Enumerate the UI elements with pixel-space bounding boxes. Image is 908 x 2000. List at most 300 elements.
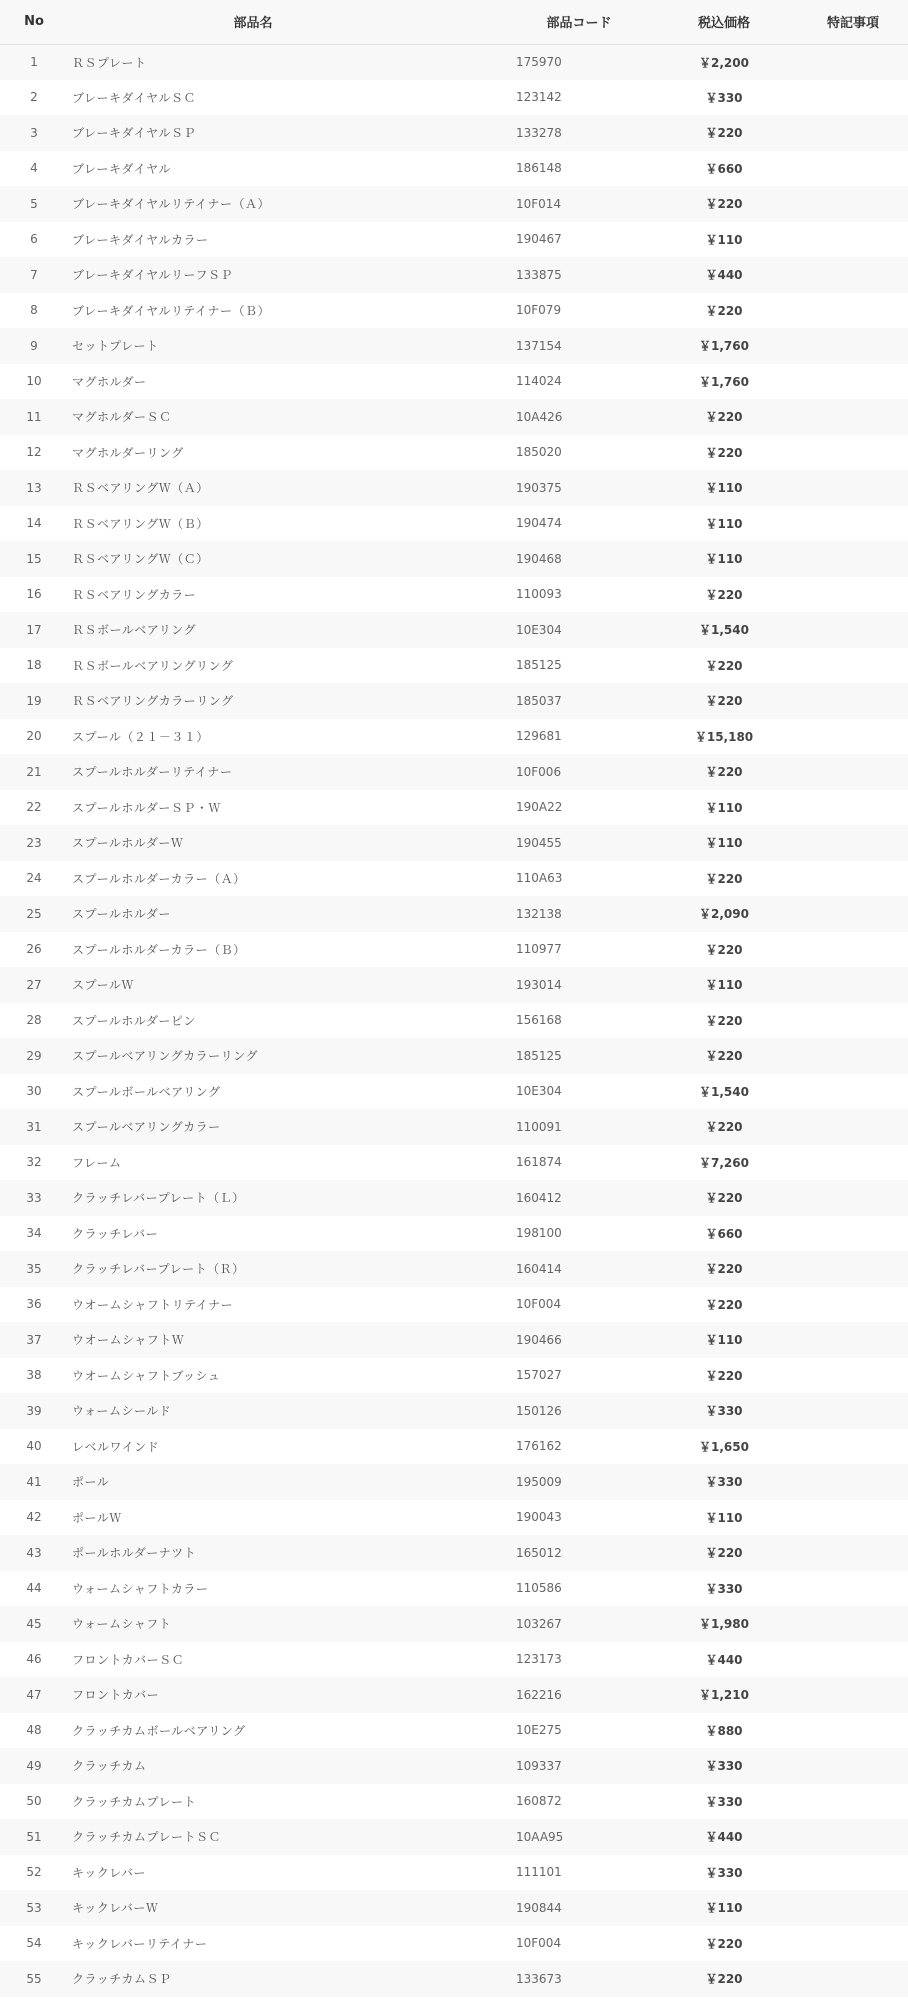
part-note — [798, 1322, 908, 1358]
part-name: クラッチカムプレートＳＣ — [72, 1830, 222, 1845]
table-row — [0, 861, 908, 897]
table-row — [0, 790, 908, 826]
table-row — [0, 115, 908, 151]
table-row — [0, 1393, 908, 1429]
part-code: 110A63 — [516, 871, 563, 886]
part-no: 14 — [26, 516, 42, 531]
part-note — [798, 1926, 908, 1962]
part-price: ￥220 — [705, 303, 743, 318]
part-name: スプールベアリングカラー — [72, 1120, 221, 1135]
part-no: 34 — [26, 1226, 42, 1241]
part-name: スプールホルダーリテイナー — [72, 765, 233, 780]
part-note — [798, 222, 908, 258]
table-row — [0, 506, 908, 542]
part-note — [798, 1393, 908, 1429]
part-no: 29 — [26, 1048, 42, 1063]
part-no: 54 — [26, 1936, 42, 1951]
table-row — [0, 257, 908, 293]
part-code: 190455 — [516, 835, 562, 850]
part-name: ＲＳベアリングカラー — [72, 587, 197, 602]
part-note — [798, 1038, 908, 1074]
part-name: クラッチカムプレート — [72, 1794, 197, 1809]
part-no: 4 — [30, 161, 38, 176]
part-name: キックレバーリテイナー — [72, 1936, 208, 1951]
part-note — [798, 612, 908, 648]
table-row — [0, 470, 908, 506]
part-name: フレーム — [72, 1155, 122, 1170]
part-name: ＲＳベアリングカラーリング — [72, 694, 234, 709]
part-name: ブレーキダイヤルリーフＳＰ — [72, 268, 233, 283]
part-price: ￥110 — [705, 800, 743, 815]
part-note — [798, 1216, 908, 1252]
part-no: 17 — [26, 622, 42, 637]
part-no: 2 — [30, 90, 38, 105]
part-no: 5 — [30, 196, 38, 211]
part-code: 195009 — [516, 1474, 562, 1489]
part-name: レベルワインド — [72, 1439, 160, 1454]
part-name: スプールホルダーＷ — [72, 836, 184, 851]
part-no: 30 — [26, 1084, 42, 1099]
part-no: 28 — [26, 1013, 42, 1028]
part-price: ￥220 — [705, 1297, 743, 1312]
part-name: スプールホルダーピン — [72, 1013, 196, 1028]
part-name: スプールＷ — [72, 978, 134, 993]
table-row — [0, 435, 908, 471]
part-price: ￥110 — [705, 978, 743, 993]
table-row — [0, 754, 908, 790]
part-name: ウォームシールド — [72, 1404, 172, 1419]
part-price: ￥220 — [705, 658, 743, 673]
part-no: 44 — [26, 1581, 42, 1596]
part-no: 42 — [26, 1510, 42, 1525]
part-code: 160414 — [516, 1261, 562, 1276]
part-note — [798, 80, 908, 116]
part-price: ￥220 — [705, 1013, 743, 1028]
table-row — [0, 1819, 908, 1855]
table-row — [0, 222, 908, 258]
part-no: 10 — [26, 374, 42, 389]
part-code: 10E275 — [516, 1723, 562, 1738]
part-no: 51 — [26, 1829, 42, 1844]
part-name: ブレーキダイヤルリテイナー（Ｂ） — [72, 303, 270, 318]
part-no: 12 — [26, 445, 42, 460]
part-note — [798, 364, 908, 400]
part-note — [798, 1500, 908, 1536]
part-price: ￥880 — [705, 1723, 743, 1738]
part-note — [798, 328, 908, 364]
part-price: ￥1,760 — [699, 339, 749, 354]
part-price: ￥110 — [705, 481, 743, 496]
part-no: 16 — [26, 587, 42, 602]
part-price: ￥220 — [705, 765, 743, 780]
table-row — [0, 541, 908, 577]
part-code: 185125 — [516, 658, 562, 673]
header-price: 税込価格 — [650, 0, 798, 44]
part-no: 38 — [26, 1368, 42, 1383]
part-price: ￥1,210 — [699, 1688, 749, 1703]
part-name: ウオームシャフトＷ — [72, 1333, 185, 1348]
part-note — [798, 1748, 908, 1784]
part-no: 3 — [30, 125, 38, 140]
table-row — [0, 1216, 908, 1252]
part-name: クラッチカムボールベアリング — [72, 1723, 246, 1738]
part-no: 8 — [30, 303, 38, 318]
part-price: ￥220 — [705, 694, 743, 709]
table-row — [0, 1251, 908, 1287]
part-code: 160872 — [516, 1794, 562, 1809]
part-code: 10E304 — [516, 622, 562, 637]
part-price: ￥2,200 — [699, 55, 749, 70]
part-no: 35 — [26, 1261, 42, 1276]
part-note — [798, 1784, 908, 1820]
part-price: ￥220 — [705, 1049, 743, 1064]
part-no: 47 — [26, 1687, 42, 1702]
part-no: 11 — [26, 409, 42, 424]
part-name: クラッチカム — [72, 1759, 147, 1774]
part-name: セットプレート — [72, 339, 159, 354]
table-row — [0, 648, 908, 684]
part-note — [798, 115, 908, 151]
part-name: クラッチレバープレート（Ｌ） — [72, 1191, 245, 1206]
part-no: 52 — [26, 1865, 42, 1880]
part-note — [798, 1677, 908, 1713]
table-row — [0, 1642, 908, 1678]
part-code: 193014 — [516, 977, 562, 992]
part-name: ＲＳベアリングＷ（Ｂ） — [72, 516, 209, 531]
part-no: 33 — [26, 1190, 42, 1205]
part-name: ＲＳベアリングＷ（Ｃ） — [72, 552, 209, 567]
part-code: 190375 — [516, 480, 562, 495]
part-note — [798, 754, 908, 790]
table-row — [0, 1890, 908, 1926]
table-row — [0, 896, 908, 932]
part-name: マグホルダーリング — [72, 445, 184, 460]
table-row — [0, 1109, 908, 1145]
part-note — [798, 577, 908, 613]
part-no: 46 — [26, 1652, 42, 1667]
header-row — [0, 0, 908, 44]
part-code: 10F004 — [516, 1936, 562, 1951]
part-name: ポールＷ — [72, 1510, 122, 1525]
part-note — [798, 506, 908, 542]
part-name: ウオームシャフトブッシュ — [72, 1368, 221, 1383]
table-row — [0, 1180, 908, 1216]
part-code: 150126 — [516, 1403, 562, 1418]
table-row — [0, 399, 908, 435]
part-code: 137154 — [516, 338, 562, 353]
part-note — [798, 790, 908, 826]
part-price: ￥1,540 — [699, 1084, 749, 1099]
part-code: 190844 — [516, 1900, 562, 1915]
part-price: ￥110 — [705, 552, 743, 567]
part-code: 156168 — [516, 1013, 562, 1028]
part-code: 157027 — [516, 1368, 562, 1383]
part-code: 185037 — [516, 693, 562, 708]
part-code: 185125 — [516, 1048, 562, 1063]
part-code: 190A22 — [516, 800, 563, 815]
part-no: 23 — [26, 835, 42, 850]
part-price: ￥220 — [705, 445, 743, 460]
table-row — [0, 825, 908, 861]
part-code: 175970 — [516, 55, 562, 69]
part-name: ブレーキダイヤルリテイナー（Ａ） — [72, 197, 270, 212]
part-price: ￥15,180 — [694, 729, 754, 744]
part-no: 37 — [26, 1332, 42, 1347]
part-price: ￥220 — [705, 410, 743, 425]
table-row — [0, 1074, 908, 1110]
table-header — [0, 0, 908, 44]
table-row — [0, 1003, 908, 1039]
part-price: ￥1,650 — [699, 1439, 749, 1454]
part-price: ￥220 — [705, 1262, 743, 1277]
part-name: スプールホルダーカラー（Ｂ） — [72, 942, 246, 957]
part-note — [798, 186, 908, 222]
part-price: ￥220 — [705, 871, 743, 886]
part-no: 41 — [26, 1474, 42, 1489]
table-row — [0, 577, 908, 613]
part-note — [798, 257, 908, 293]
part-note — [798, 719, 908, 755]
part-note — [798, 1003, 908, 1039]
part-name: ブレーキダイヤルＳＰ — [72, 126, 197, 141]
header-no: No — [0, 0, 68, 44]
part-price: ￥220 — [705, 1120, 743, 1135]
part-note — [798, 1145, 908, 1181]
part-name: クラッチレバープレート（Ｒ） — [72, 1262, 245, 1277]
table-row — [0, 364, 908, 400]
table-row — [0, 1606, 908, 1642]
part-no: 21 — [26, 764, 42, 779]
part-no: 31 — [26, 1119, 42, 1134]
part-code: 190468 — [516, 551, 562, 566]
part-no: 26 — [26, 942, 42, 957]
part-note — [798, 293, 908, 329]
part-no: 1 — [30, 55, 38, 69]
part-no: 32 — [26, 1155, 42, 1170]
part-price: ￥440 — [705, 268, 743, 283]
table-row — [0, 44, 908, 80]
part-name: フロントカバーＳＣ — [72, 1652, 185, 1667]
part-name: キックレバー — [72, 1865, 146, 1880]
part-note — [798, 825, 908, 861]
part-note — [798, 399, 908, 435]
part-note — [798, 44, 908, 80]
part-code: 10A426 — [516, 409, 563, 424]
part-code: 111101 — [516, 1865, 562, 1880]
part-note — [798, 1358, 908, 1394]
part-price: ￥330 — [705, 1865, 743, 1880]
header-notes: 特記事項 — [798, 0, 908, 44]
part-name: ウォームシャフトカラー — [72, 1581, 209, 1596]
part-note — [798, 1642, 908, 1678]
table-row — [0, 1784, 908, 1820]
part-note — [798, 1429, 908, 1465]
part-price: ￥330 — [705, 90, 743, 105]
part-price: ￥440 — [705, 1652, 743, 1667]
part-price: ￥220 — [705, 126, 743, 141]
part-price: ￥660 — [705, 161, 743, 176]
part-no: 6 — [30, 232, 38, 247]
part-name: スプールボールベアリング — [72, 1084, 221, 1099]
part-code: 132138 — [516, 906, 562, 921]
table-row — [0, 1855, 908, 1891]
part-no: 49 — [26, 1758, 42, 1773]
table-row — [0, 967, 908, 1003]
part-code: 190474 — [516, 516, 562, 531]
part-note — [798, 435, 908, 471]
table-row — [0, 1571, 908, 1607]
part-note — [798, 151, 908, 187]
part-note — [798, 541, 908, 577]
part-name: ＲＳボールベアリングリング — [72, 658, 234, 673]
table-row — [0, 1038, 908, 1074]
part-no: 48 — [26, 1723, 42, 1738]
table-row — [0, 1961, 908, 1997]
header-part-code: 部品コード — [508, 0, 650, 44]
part-name: ＲＳプレート — [72, 55, 147, 70]
part-note — [798, 1074, 908, 1110]
part-name: ブレーキダイヤルカラー — [72, 232, 209, 247]
part-name: フロントカバー — [72, 1688, 160, 1703]
part-price: ￥330 — [705, 1475, 743, 1490]
part-no: 22 — [26, 800, 42, 815]
table-row — [0, 719, 908, 755]
table-body — [0, 44, 908, 1997]
table-row — [0, 151, 908, 187]
part-no: 27 — [26, 977, 42, 992]
part-note — [798, 470, 908, 506]
part-name: スプールホルダーＳＰ・Ｗ — [72, 800, 221, 815]
part-code: 160412 — [516, 1190, 562, 1205]
part-price: ￥2,090 — [699, 907, 749, 922]
part-code: 10F006 — [516, 764, 562, 779]
part-no: 40 — [26, 1439, 42, 1454]
part-no: 20 — [26, 729, 42, 744]
part-code: 103267 — [516, 1616, 562, 1631]
part-name: ＲＳボールベアリング — [72, 623, 197, 638]
part-name: ブレーキダイヤル — [72, 161, 172, 176]
part-code: 10E304 — [516, 1084, 562, 1099]
part-no: 7 — [30, 267, 38, 282]
part-note — [798, 1251, 908, 1287]
part-price: ￥1,980 — [699, 1617, 749, 1632]
part-note — [798, 1713, 908, 1749]
part-no: 24 — [26, 871, 42, 886]
part-note — [798, 1855, 908, 1891]
table-row — [0, 1322, 908, 1358]
part-code: 110091 — [516, 1119, 562, 1134]
part-code: 10F014 — [516, 196, 562, 211]
part-code: 114024 — [516, 374, 562, 389]
part-name: ＲＳベアリングＷ（Ａ） — [72, 481, 209, 496]
part-name: クラッチカムＳＰ — [72, 1972, 172, 1987]
part-price: ￥220 — [705, 1936, 743, 1951]
part-name: ポールホルダーナツト — [72, 1546, 197, 1561]
part-name: ポール — [72, 1475, 110, 1490]
part-code: 190466 — [516, 1332, 562, 1347]
part-code: 176162 — [516, 1439, 562, 1454]
part-note — [798, 967, 908, 1003]
table-row — [0, 293, 908, 329]
part-price: ￥220 — [705, 587, 743, 602]
table-row — [0, 1358, 908, 1394]
table-row — [0, 1926, 908, 1962]
part-price: ￥110 — [705, 516, 743, 531]
part-no: 55 — [26, 1971, 42, 1986]
part-note — [798, 1464, 908, 1500]
part-code: 123142 — [516, 90, 562, 105]
part-no: 9 — [30, 338, 38, 353]
part-no: 43 — [26, 1545, 42, 1560]
part-code: 10AA95 — [516, 1829, 564, 1844]
part-name: ブレーキダイヤルＳＣ — [72, 90, 197, 105]
part-name: クラッチレバー — [72, 1226, 159, 1241]
part-no: 36 — [26, 1297, 42, 1312]
part-note — [798, 1180, 908, 1216]
part-price: ￥1,540 — [699, 623, 749, 638]
part-price: ￥220 — [705, 942, 743, 957]
part-name: ウォームシャフト — [72, 1617, 172, 1632]
part-code: 133278 — [516, 125, 562, 140]
table-row — [0, 1145, 908, 1181]
table-row — [0, 1535, 908, 1571]
table-row — [0, 612, 908, 648]
table-row — [0, 1500, 908, 1536]
part-code: 110586 — [516, 1581, 562, 1596]
part-price: ￥220 — [705, 1368, 743, 1383]
table-row — [0, 1713, 908, 1749]
part-no: 50 — [26, 1794, 42, 1809]
part-name: マグホルダーＳＣ — [72, 410, 172, 425]
part-name: スプールベアリングカラーリング — [72, 1049, 258, 1064]
part-price: ￥330 — [705, 1581, 743, 1596]
part-name: スプールホルダー — [72, 907, 171, 922]
part-price: ￥220 — [705, 1546, 743, 1561]
part-note — [798, 1109, 908, 1145]
part-price: ￥110 — [705, 232, 743, 247]
part-code: 185020 — [516, 445, 562, 460]
part-note — [798, 1571, 908, 1607]
part-no: 39 — [26, 1403, 42, 1418]
part-code: 109337 — [516, 1758, 562, 1773]
part-name: マグホルダー — [72, 374, 147, 389]
part-note — [798, 896, 908, 932]
part-code: 133875 — [516, 267, 562, 282]
part-price: ￥440 — [705, 1830, 743, 1845]
part-note — [798, 861, 908, 897]
part-no: 15 — [26, 551, 42, 566]
part-price: ￥110 — [705, 1510, 743, 1525]
part-no: 53 — [26, 1900, 42, 1915]
table-row — [0, 1748, 908, 1784]
part-note — [798, 683, 908, 719]
part-name: ウオームシャフトリテイナー — [72, 1297, 234, 1312]
table-row — [0, 80, 908, 116]
table-row — [0, 683, 908, 719]
part-note — [798, 1819, 908, 1855]
part-name: キックレバーＷ — [72, 1901, 159, 1916]
part-no: 13 — [26, 480, 42, 495]
part-code: 190467 — [516, 232, 562, 247]
part-code: 186148 — [516, 161, 562, 176]
part-price: ￥330 — [705, 1759, 743, 1774]
part-code: 162216 — [516, 1687, 562, 1702]
table-row — [0, 932, 908, 968]
header-part-name: 部品名 — [68, 0, 508, 44]
part-code: 110977 — [516, 942, 562, 957]
part-code: 133673 — [516, 1971, 562, 1986]
part-note — [798, 1961, 908, 1997]
